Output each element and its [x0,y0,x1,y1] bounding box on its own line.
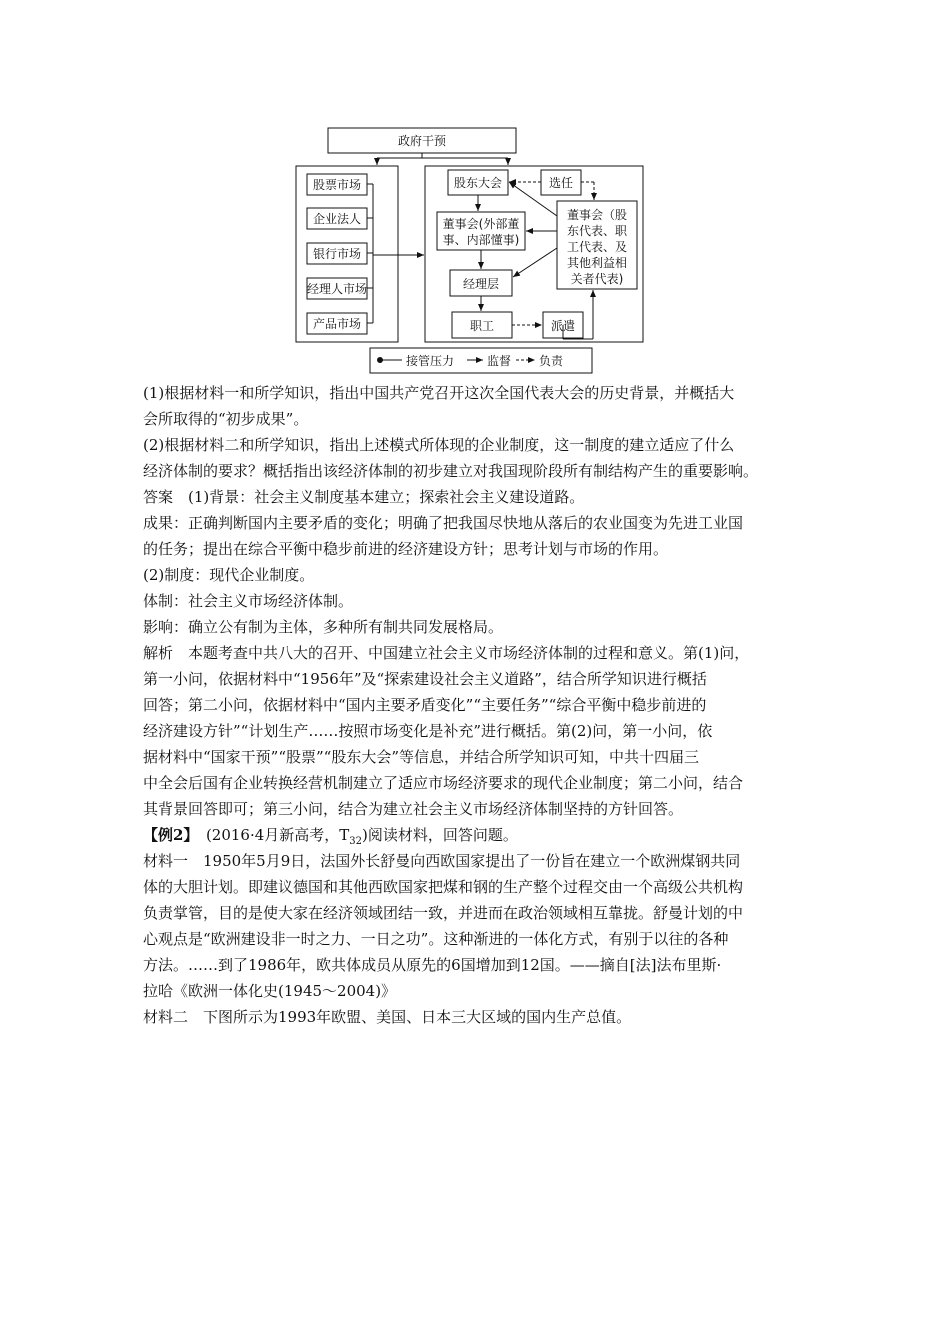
text-line: (2)制度：现代企业制度。 [143,566,315,584]
governance-group-box [425,166,643,342]
dispatch-label: 派遣 [550,319,576,333]
text-line: 其背景回答即可；第三小问，结合为建立社会主义市场经济体制坚持的方针回答。 [143,800,684,818]
market-label-stock: 股票市场 [312,178,362,192]
example-tag: 【例2】 [143,826,191,844]
text-line: 中全会后国有企业转换经营机制建立了适应市场经济要求的现代企业制度；第二小问，结合 [143,774,744,792]
market-label-product: 产品市场 [312,317,362,331]
example-source: (2016·4月新高考，T [190,826,350,844]
material-line: 负责掌管，目的是使大家在经济领域团结一致，并进而在政治领域相互靠拢。舒曼计划的中 [143,904,744,922]
gov-label: 政府干预 [397,134,447,148]
board-right-line-3: 工代表、及 [566,240,628,254]
board-right-line-1: 董事会（股 [566,208,628,222]
example-heading [143,822,823,848]
text-line: (2)根据材料二和所学知识，指出上述模式所体现的企业制度，这一制度的建立适应了什么 [143,436,735,454]
text-line: 成果：正确判断国内主要矛盾的变化；明确了把我国尽快地从落后的农业国变为先进工业国 [143,514,744,532]
legend-responsible: 负责 [539,354,564,368]
analysis-line: 解析 本题考查中共八大的召开、中国建立社会主义市场经济体制的过程和意义。第(1)问， [143,644,750,662]
manager-label: 经理层 [462,277,500,291]
legend-supervise: 监督 [487,354,512,368]
text-line: (1)根据材料一和所学知识，指出中国共产党召开这次全国代表大会的历史背景，并概括大 [143,384,735,402]
market-label-bank: 银行市场 [312,247,362,261]
staff-label: 职工 [469,319,495,333]
market-label-legal: 企业法人 [312,212,362,226]
market-label-manager: 经理人市场 [306,282,368,296]
enterprise-structure-diagram [290,120,650,376]
material-line: 材料一 1950年5月9日，法国外长舒曼向西欧国家提出了一份旨在建立一个欧洲煤钢共同 [143,852,741,870]
shareholders-label: 股东大会 [453,176,503,190]
material-line: 拉哈《欧洲一体化史(1945～2004)》 [143,982,397,1000]
legend-takeover: 接管压力 [406,354,455,368]
elect-label: 选任 [548,176,574,190]
text-line: 影响：确立公有制为主体，多种所有制共同发展格局。 [143,618,504,636]
material-line: 体的大胆计划。即建议德国和其他西欧国家把煤和钢的生产整个过程交由一个高级公共机构 [143,878,744,896]
material-line: 心观点是“欧洲建设非一时之力、一日之功”。这种渐进的一体化方式，有别于以往的各种 [143,930,729,948]
text-line: 经济体制的要求？概括指出该经济体制的初步建立对我国现阶段所有制结构产生的重要影响。 [143,462,759,480]
text-line: 据材料中“国家干预”“股票”“股东大会”等信息，并结合所学知识可知，中共十四届三 [143,748,700,766]
text-line: 会所取得的“初步成果”。 [143,410,309,428]
example-source-sub: 32 [349,836,363,847]
text-line: 第一小问，依据材料中“1956年”及“探索建设社会主义道路”，结合所学知识进行概括 [143,670,707,688]
board-left-line-1: 董事会(外部董 [442,217,520,231]
example-rest: )阅读材料，回答问题。 [362,826,518,844]
board-left-line-2: 事、内部懂事) [442,233,520,247]
document-body [143,380,823,1030]
text-line: 体制：社会主义市场经济体制。 [143,592,354,610]
material-line: 材料二 下图所示为1993年欧盟、美国、日本三大区域的国内生产总值。 [143,1008,632,1026]
board-right-line-2: 东代表、职 [566,224,628,238]
board-right-line-4: 其他利益相 [566,256,628,270]
board-right-line-5: 关者代表) [570,272,624,286]
answer-line: 答案 (1)背景：社会主义制度基本建立；探索社会主义建设道路。 [143,488,585,506]
text-line: 的任务；提出在综合平衡中稳步前进的经济建设方针；思考计划与市场的作用。 [143,540,669,558]
material-line: 方法。……到了1986年，欧共体成员从原先的6国增加到12国。——摘自[法]法布里斯· [143,956,722,974]
text-line: 回答；第二小问，依据材料中“国内主要矛盾变化”“主要任务”“综合平衡中稳步前进的 [143,696,707,714]
text-line: 经济建设方针”“计划生产……按照市场变化是补充”进行概括。第(2)问，第一小问，依 [143,722,713,740]
